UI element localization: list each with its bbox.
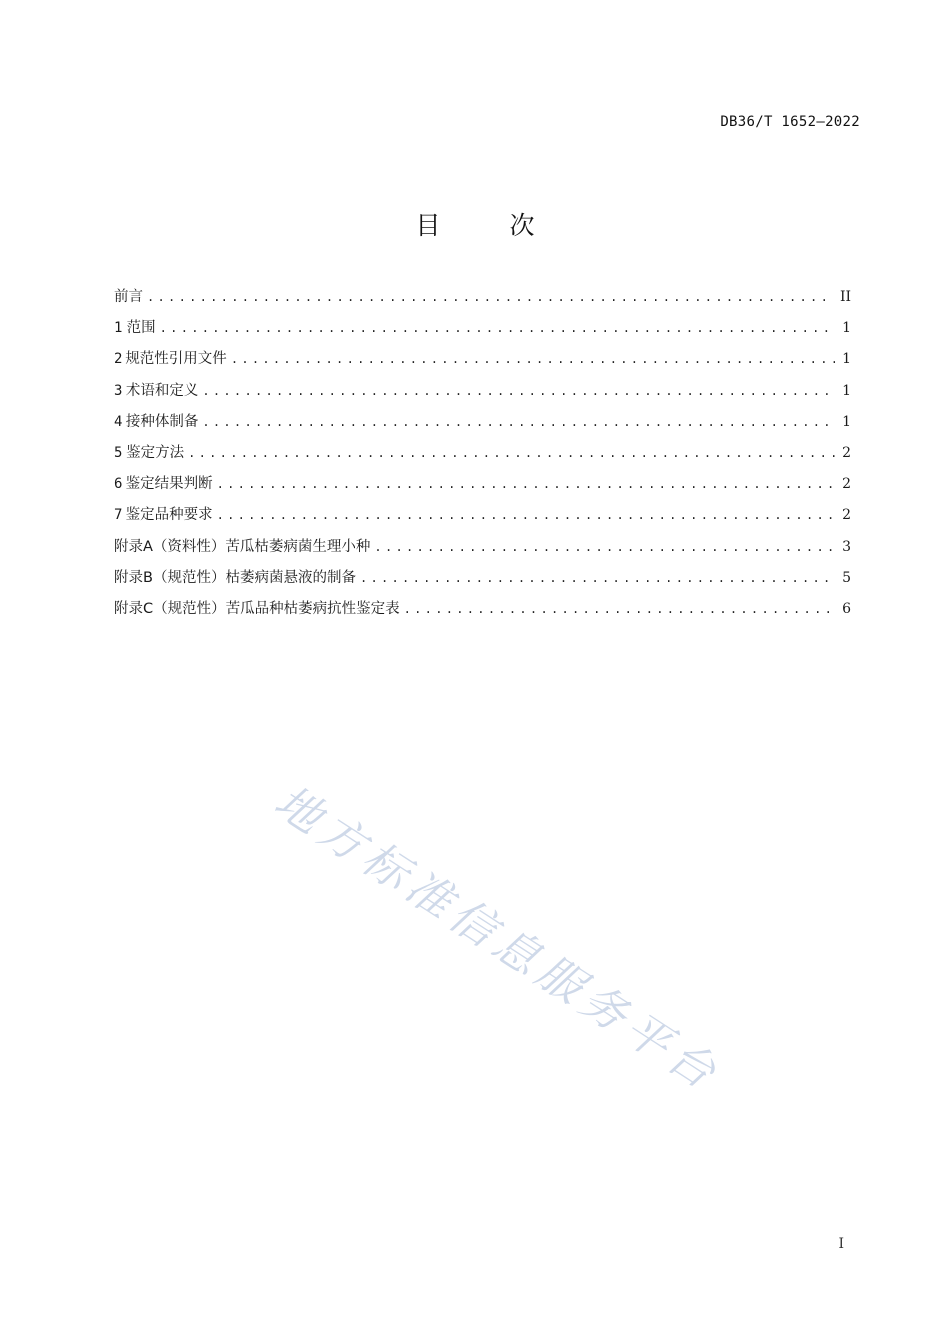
toc-entry-normative-references[interactable] xyxy=(114,348,851,379)
page-number: I xyxy=(838,1236,844,1252)
dot-leader xyxy=(217,504,835,526)
dot-leader xyxy=(360,567,835,589)
toc-entry-label: 鉴定品种要求 xyxy=(125,507,213,524)
toc-entry-page: 5 xyxy=(842,569,851,586)
dot-leader xyxy=(217,473,835,495)
toc-entry-page: II xyxy=(839,289,851,305)
toc-entry-page: 2 xyxy=(842,444,851,461)
toc-entry-label: 规范性引用文件 xyxy=(125,351,227,368)
toc-entry-label: 前言 xyxy=(114,289,143,305)
toc-entry-appendix-b[interactable] xyxy=(114,567,851,598)
toc-entry-page: 1 xyxy=(842,320,851,337)
toc-entry-inoculum-preparation[interactable] xyxy=(114,411,851,442)
dot-leader xyxy=(188,442,835,464)
watermark: 地方标准信息服务平台 xyxy=(265,774,731,1103)
toc-entry-page: 2 xyxy=(842,476,851,493)
dot-leader xyxy=(160,317,835,339)
toc-entry-label: 术语和定义 xyxy=(125,382,199,399)
standard-code: DB36/T 1652—2022 xyxy=(720,114,860,130)
toc-entry-page: 1 xyxy=(842,382,851,399)
toc-entry-label: 附录B（规范性）枯萎病菌悬液的制备 xyxy=(114,569,356,586)
toc-entry-number: 1 xyxy=(114,320,123,337)
dot-leader xyxy=(231,348,835,370)
toc-entry-label: 鉴定方法 xyxy=(126,444,185,461)
toc-entry-number: 4 xyxy=(114,413,123,430)
toc-entry-number: 6 xyxy=(114,476,123,493)
toc-entry-label: 附录A（资料性）苦瓜枯萎病菌生理小种 xyxy=(114,538,371,555)
table-of-contents xyxy=(114,286,851,629)
toc-entry-scope[interactable] xyxy=(114,317,851,348)
toc-entry-label: 接种体制备 xyxy=(125,413,199,430)
dot-leader xyxy=(147,286,834,308)
toc-entry-identification-method[interactable] xyxy=(114,442,851,473)
toc-entry-variety-requirements[interactable] xyxy=(114,504,851,535)
toc-entry-number: 2 xyxy=(114,351,123,368)
toc-entry-label: 鉴定结果判断 xyxy=(125,476,213,493)
toc-entry-terms-definitions[interactable] xyxy=(114,380,851,411)
toc-entry-result-judgment[interactable] xyxy=(114,473,851,504)
toc-entry-label: 范围 xyxy=(126,320,156,337)
dot-leader xyxy=(404,598,835,620)
toc-entry-foreword[interactable] xyxy=(114,286,851,317)
toc-entry-page: 1 xyxy=(842,351,851,368)
toc-entry-page: 2 xyxy=(842,507,851,524)
toc-entry-appendix-c[interactable] xyxy=(114,598,851,629)
page-title: 目 次 xyxy=(415,211,557,240)
toc-entry-number: 5 xyxy=(114,444,123,461)
dot-leader xyxy=(202,411,835,433)
toc-entry-label: 附录C（规范性）苦瓜品种枯萎病抗性鉴定表 xyxy=(114,600,400,617)
toc-entry-page: 3 xyxy=(842,538,851,555)
dot-leader xyxy=(202,380,835,402)
toc-entry-number: 3 xyxy=(114,382,123,399)
toc-entry-page: 1 xyxy=(842,413,851,430)
toc-entry-number: 7 xyxy=(114,507,123,524)
toc-entry-appendix-a[interactable] xyxy=(114,536,851,567)
toc-entry-page: 6 xyxy=(842,600,851,617)
dot-leader xyxy=(374,536,835,558)
